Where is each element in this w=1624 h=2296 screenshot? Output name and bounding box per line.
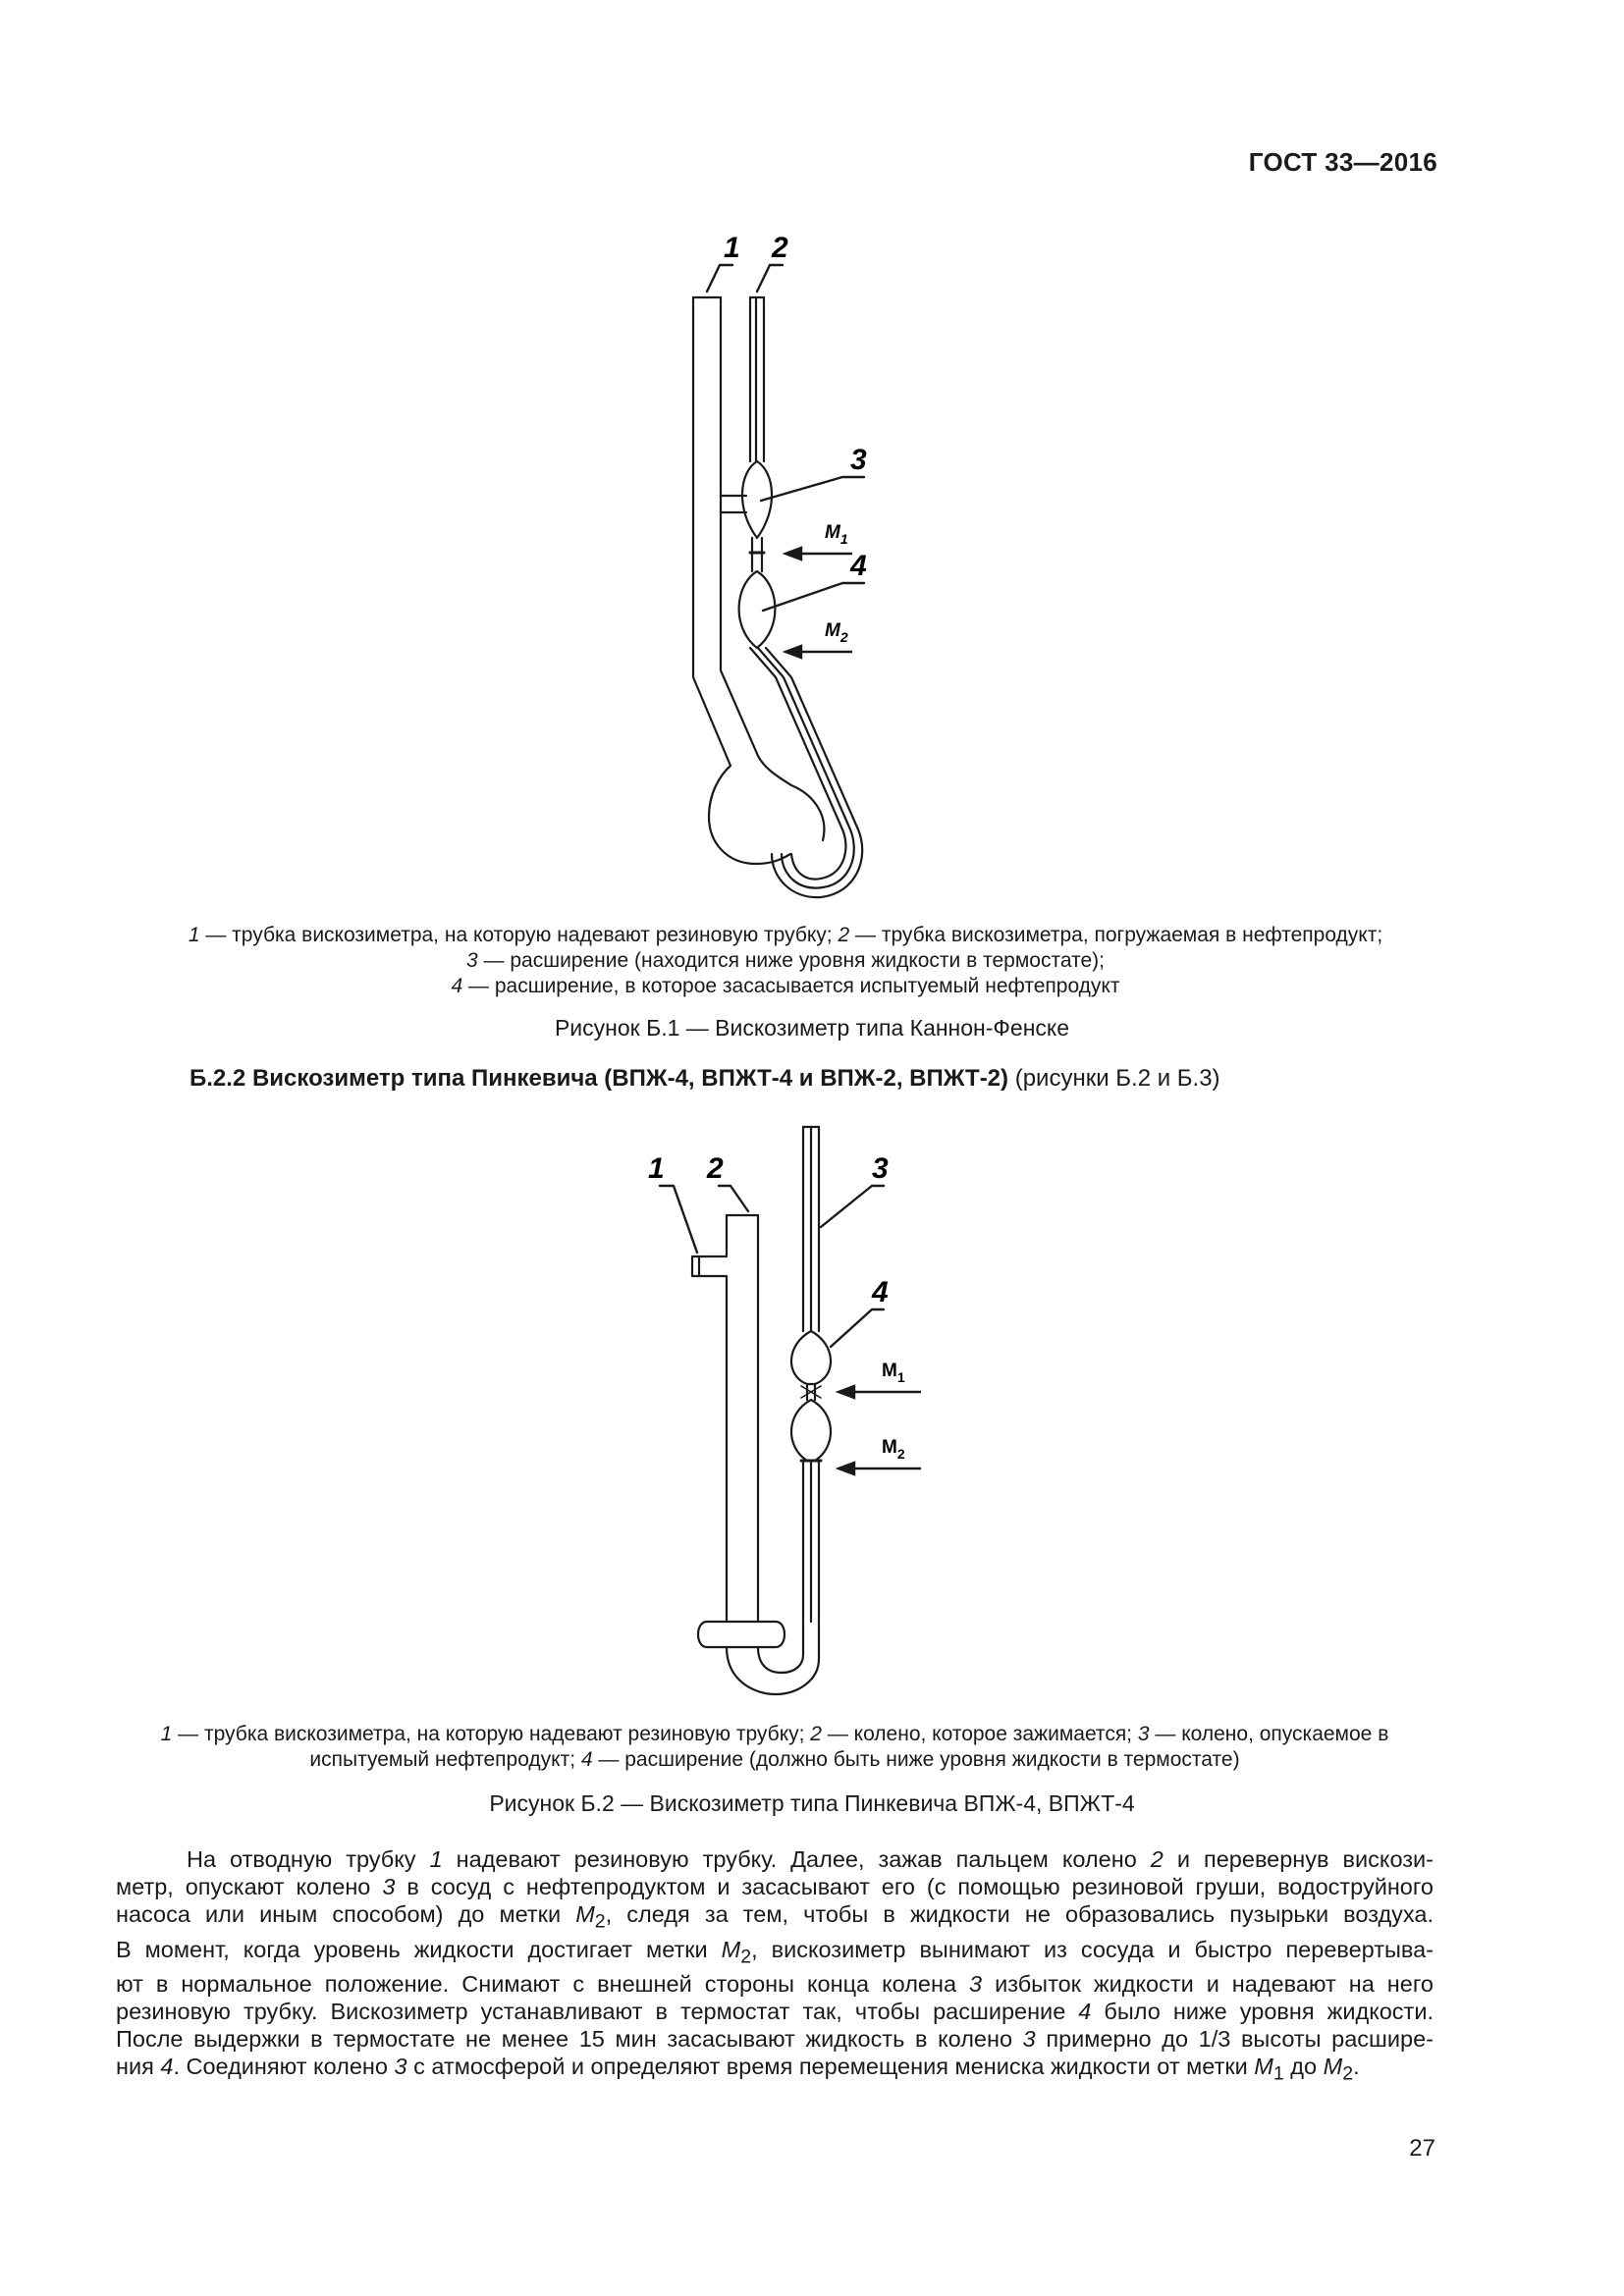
fig1-mark-m2: $M_2$ <box>825 620 848 645</box>
fig1-callout-1: 1 <box>724 232 740 264</box>
section-heading: Б.2.2 Вискозиметр типа Пинкевича (ВПЖ-4, ВПЖТ-4 и ВПЖ-2, ВПЖТ-2) (рисунки Б.2 и Б.3) <box>189 1065 1220 1092</box>
figure-b1-caption: Рисунок Б.1 — Вискозиметр типа Каннон-Фенске <box>554 1015 1070 1041</box>
figure-b2-caption: Рисунок Б.2 — Вискозиметр типа Пинкевича ВПЖ-4, ВПЖТ-4 <box>489 1790 1135 1816</box>
page-number: 27 <box>1409 2135 1435 2162</box>
fig2-callout-3: 3 <box>872 1152 889 1185</box>
fig2-callout-2: 2 <box>707 1152 724 1185</box>
fig2-callout-1: 1 <box>648 1152 665 1185</box>
figure-b1-drawing <box>589 216 982 923</box>
fig1-callout-3: 3 <box>850 444 867 476</box>
figure-b1-legend: 1 — трубка вискозиметра, на которую надевают резиновую трубку; 2 — трубка вискозиметра, погружаемая в нефтепродукт; 3 — расширение (находится ниже уровня жидкости в термостате); 4 — расширение, в которое засасывается испытуемый нефтепродукт <box>188 924 1383 997</box>
fig2-mark-m2: $M_2$ <box>882 1437 905 1462</box>
figure-b2-drawing <box>628 1099 952 1708</box>
figure-b2-legend: 1 — трубка вискозиметра, на которую надевают резиновую трубку; 2 — колено, которое зажимается; 3 — колено, опускаемое в испытуемый нефтепродукт; 4 — расширение (должно быть ниже уровня жидкости в термостате) <box>160 1723 1389 1771</box>
fig1-mark-m1: $M_1$ <box>825 522 848 547</box>
document-header: ГОСТ 33—2016 <box>1248 147 1437 177</box>
fig1-callout-4: 4 <box>850 550 867 582</box>
fig2-mark-m1: $M_1$ <box>882 1361 905 1385</box>
fig2-callout-4: 4 <box>872 1276 889 1308</box>
fig1-callout-2: 2 <box>772 232 788 264</box>
body-paragraph: На отводную трубку 1 надевают резиновую трубку. Далее, зажав пальцем колено 2 и перевернув вискози- метр, опускают колено 3 в сосуд с нефтепродуктом и засасывают его (с помощью резиновой груши, водоструйного насоса или иным способом) до метки $M_2$, следя за тем, чтобы в жидкости не образовались пузырьки воздуха. В момент, когда уровень жидкости достигает метки $M_2$, вискозиметр вынимают из сосуда и быстро перевертыва- ют в нормальное положение. Снимают с внешней стороны конца колена 3 избыток жидкости и надевают на него резиновую трубку. Вискозиметр устанавливают в термостат так, чтобы расширение 4 было ниже уровня жидкости. После выдержки в термостате не менее 15 мин засасывают жидкость в колено 3 примерно до 1/3 высоты расшире- ния 4. Соединяют колено 3 с атмосферой и определяют время перемещения мениска жидкости от метки $M_1$ до $M_2$. <box>116 1846 1435 2086</box>
